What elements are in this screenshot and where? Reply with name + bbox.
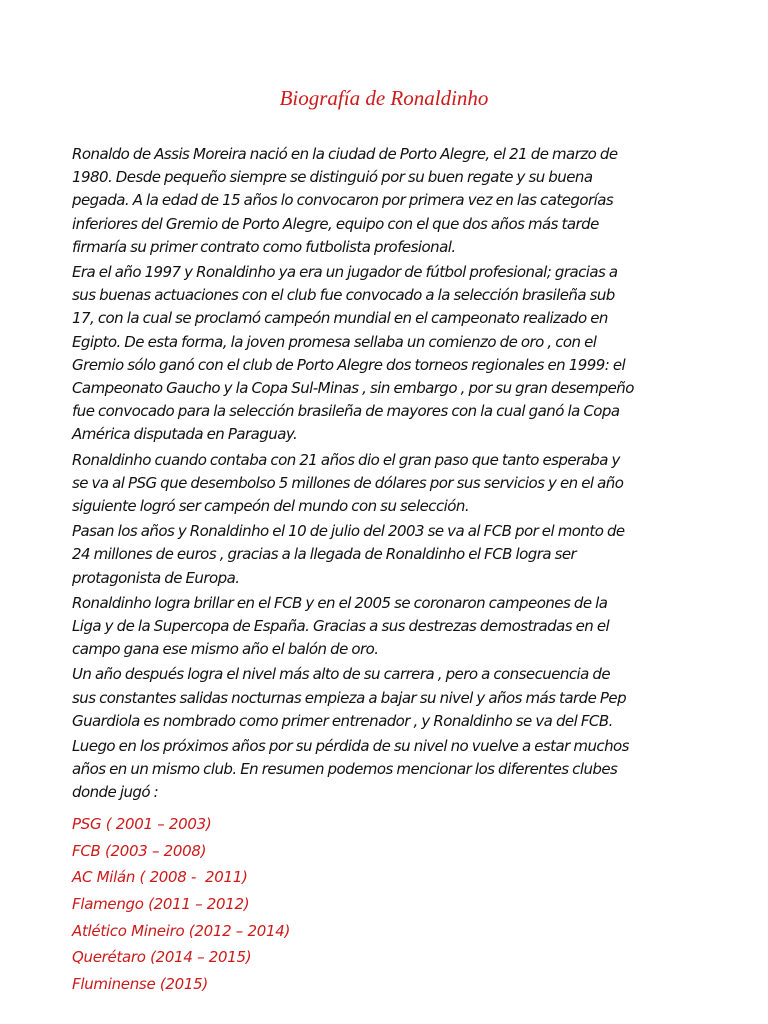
text-line: fue convocado para la selección brasileña de mayores con la cual ganó la Copa — [72, 402, 620, 421]
text-line: sus buenas actuaciones con el club fue convocado a la selección brasileña sub — [72, 286, 615, 305]
text-line: se va al PSG que desembolso 5 millones de dólares por sus servicios y en el año — [72, 473, 624, 492]
text-line: Ronaldo de Assis Moreira nació en la ciudad de Porto Alegre, el 21 de marzo de — [72, 145, 618, 163]
text-line: inferiores del Gremio de Porto Alegre, equipo con el que dos años más tarde — [72, 214, 599, 233]
club-item-queretaro: Querétaro (2014 – 2015) — [72, 948, 252, 967]
text-line: Ronaldinho cuando contaba con 21 años dio el gran paso que tanto esperaba y — [72, 450, 620, 469]
paragraph-fcb — [72, 520, 712, 590]
text-line: donde jugó : — [72, 783, 159, 802]
paragraph-decline — [72, 663, 712, 733]
text-line: pegada. A la edad de 15 años lo convocaron por primera vez en las categorías — [72, 191, 614, 210]
text-line: campo gana ese mismo año el balón de oro. — [72, 640, 379, 659]
text-line: Ronaldinho logra brillar en el FCB y en el 2005 se coronaron campeones de la — [72, 593, 608, 612]
text-line: Campeonato Gaucho y la Copa Sul-Minas , sin embargo , por su gran desempeño — [72, 379, 634, 398]
club-item-fluminense: Fluminense (2015) — [72, 975, 208, 994]
text-line: años en un mismo club. En resumen podemos mencionar los diferentes clubes — [72, 760, 618, 779]
text-line: siguiente logró ser campeón del mundo con su selección. — [72, 497, 470, 516]
club-item-atletico-mineiro: Atlético Mineiro (2012 – 2014) — [72, 921, 290, 940]
text-line: protagonista de Europa. — [72, 568, 240, 587]
club-item-flamengo: Flamengo (2011 – 2012) — [72, 895, 250, 914]
text-line: firmaría su primer contrato como futbolista profesional. — [72, 237, 456, 256]
paragraph-1997 — [72, 261, 712, 447]
text-line: Era el año 1997 y Ronaldinho ya era un jugador de fútbol profesional; gracias a — [72, 263, 618, 282]
text-line: 24 millones de euros , gracias a la llegada de Ronaldinho el FCB logra ser — [72, 545, 577, 564]
club-item-psg: PSG ( 2001 – 2003) — [72, 815, 212, 833]
text-line: 17, con la cual se proclamó campeón mundial en el campeonato realizado en — [72, 309, 608, 328]
text-line: Gremio sólo ganó con el club de Porto Alegre dos torneos regionales en 1999: el — [72, 355, 626, 374]
club-item-fcb: FCB (2003 – 2008) — [72, 841, 207, 860]
text-line: Un año después logra el nivel más alto de su carrera , pero a consecuencia de — [72, 665, 611, 684]
text-line: sus constantes salidas nocturnas empieza a bajar su nivel y años más tarde Pep — [72, 688, 627, 707]
text-line: Pasan los años y Ronaldinho el 10 de julio del 2003 se va al FCB por el monto de — [72, 522, 625, 541]
paragraph-psg — [72, 449, 712, 519]
text-line: Luego en los próximos años por su pérdida de su nivel no vuelve a estar muchos — [72, 737, 629, 756]
biography-body — [72, 143, 712, 807]
text-line: 1980. Desde pequeño siempre se distinguió por su buen regate y su buena — [72, 168, 593, 187]
paragraph-clubs-intro — [72, 735, 712, 805]
clubs-list — [72, 813, 290, 1000]
page-title: Biografía de Ronaldinho — [279, 86, 489, 110]
text-line: Egipto. De esta forma, la joven promesa sellaba un comienzo de oro , con el — [72, 332, 597, 351]
text-line: Guardiola es nombrado como primer entrenador , y Ronaldinho se va del FCB. — [72, 711, 613, 730]
club-item-ac-milan: AC Milán ( 2008 - 2011) — [72, 868, 248, 887]
text-line: Liga y de la Supercopa de España. Gracias a sus destrezas demostradas en el — [72, 617, 610, 636]
text-line: América disputada en Paraguay. — [72, 425, 298, 444]
paragraph-2005 — [72, 592, 712, 662]
paragraph-birth — [72, 143, 712, 259]
